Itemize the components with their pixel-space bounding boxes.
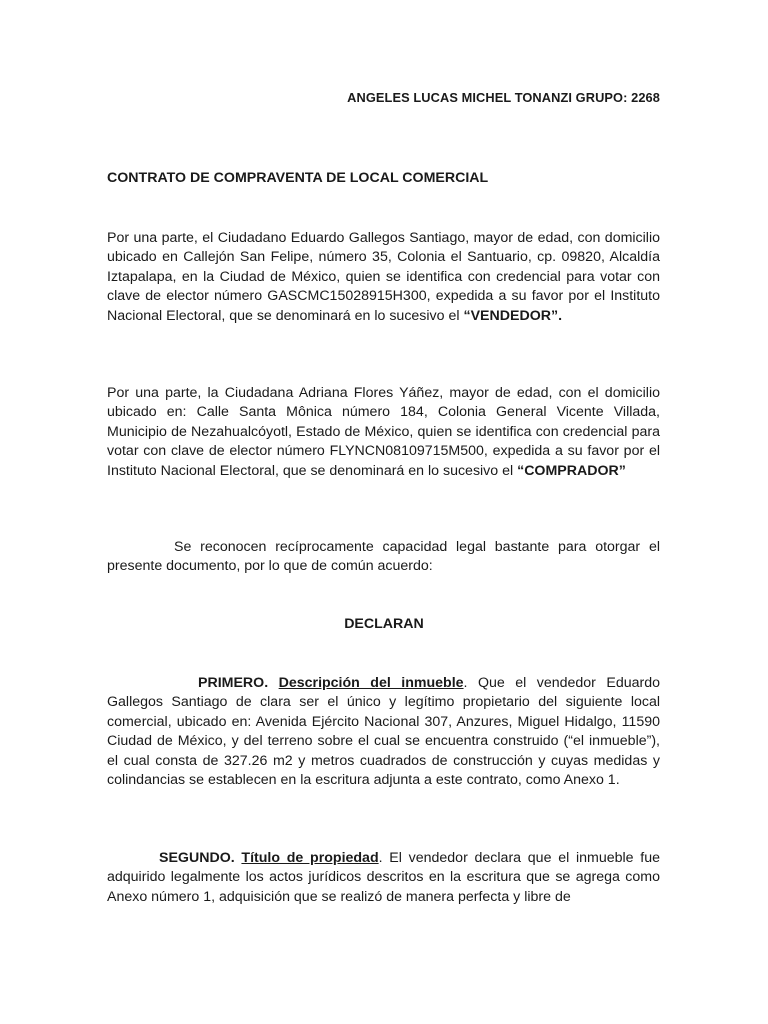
- clause-primero-label: PRIMERO.: [198, 675, 269, 691]
- document-title: CONTRATO DE COMPRAVENTA DE LOCAL COMERCIAL: [107, 170, 489, 186]
- clause-segundo-label: SEGUNDO.: [159, 850, 235, 866]
- clause-segundo-heading: Título de propiedad: [241, 850, 379, 866]
- clause-primero-text: . Que el vendedor Eduardo Gallegos Santiago de clara ser el único y legítimo propietario del siguiente local comercial, ubicado en: Avenida Ejército Nacional 307, Anzures, Miguel Hidalgo, 11590 Ciudad de México, y del terreno sobre el cual se encuentra construido (“el inmueble”), el cual consta de 327.26 m2 y metros cuadrados de construcción y cuyas medidas y colindancias se establecen en la escritura adjunta a este contrato, como Anexo 1.: [107, 675, 660, 789]
- paragraph-vendedor: [107, 229, 660, 326]
- vendedor-term: “VENDEDOR”.: [463, 307, 563, 324]
- clause-primero-heading: Descripción del inmueble: [278, 675, 464, 691]
- author-header: ANGELES LUCAS MICHEL TONANZI GRUPO: 2268: [347, 90, 660, 105]
- paragraph-vendedor-text: Por una parte, el Ciudadano Eduardo Gallegos Santiago, mayor de edad, con domicilio ubicado en Callejón San Felipe, número 35, Colonia el Santuario, cp. 09820, Alcaldía Iztapalapa, en la Ciudad de México, quien se identifica con credencial para votar con clave de elector número GASCMC15028915H300, expedida a su favor por el Instituto Nacional Electoral, que se denominará en lo sucesivo el: [107, 230, 660, 324]
- paragraph-capacidad: Se reconocen recíprocamente capacidad legal bastante para otorgar el presente documento, por lo que de común acuerdo:: [107, 539, 660, 575]
- paragraph-comprador-text: Por una parte, la Ciudadana Adriana Flores Yáñez, mayor de edad, con el domicilio ubicado en: Calle Santa Mônica número 184, Colonia General Vicente Villada, Municipio de Nezahualcóyotl, Estado de México, quien se identifica con credencial para votar con clave de elector número FLYNCN08109715M500, expedida a su favor por el Instituto Nacional Electoral, que se denominará en lo sucesivo el: [107, 385, 660, 479]
- paragraph-comprador: [107, 384, 660, 481]
- comprador-term: “COMPRADOR”: [517, 462, 626, 479]
- clause-segundo-text: . El vendedor declara que el inmueble fue adquirido legalmente los actos jurídicos descritos en la escritura que se agrega como Anexo número 1, adquisición que se realizó de manera perfecta y libre de: [107, 850, 660, 905]
- clause-primero: [107, 674, 660, 790]
- clause-segundo: [107, 849, 660, 907]
- section-heading-declaran: DECLARAN: [344, 616, 424, 632]
